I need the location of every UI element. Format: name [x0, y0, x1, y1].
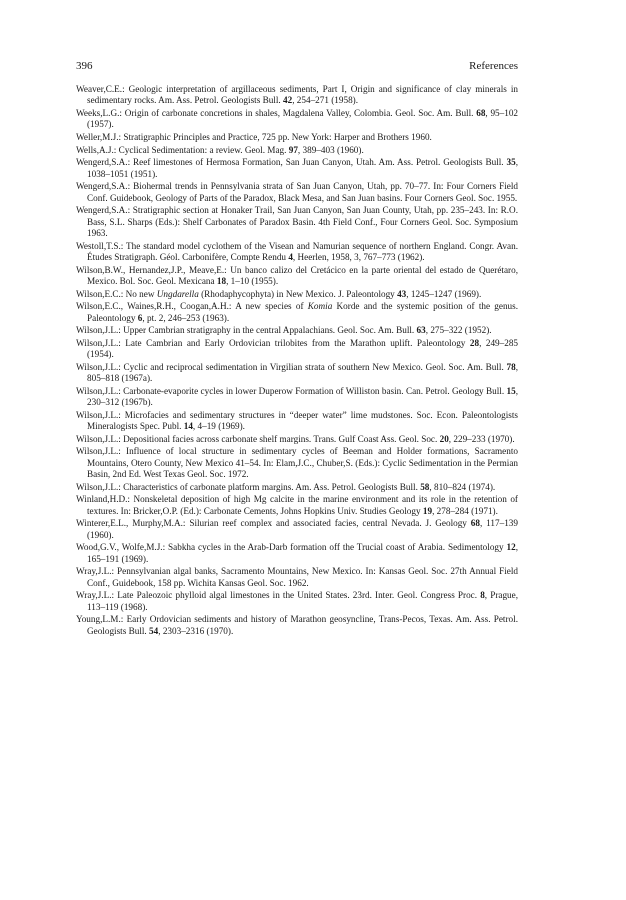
reference-volume: 8: [480, 590, 485, 601]
section-title: References: [469, 60, 518, 72]
reference-pages-year: , 278–284 (1971).: [432, 505, 498, 516]
reference-entry: [76, 181, 518, 204]
reference-text: Wilson,J.L.: Carbonate-evaporite cycles in lower Duperow Formation of Williston basin. Can. Petrol. Geology Bull.: [76, 385, 505, 396]
reference-text: (Rhodaphycophyta) in New Mexico. J. Paleontology: [198, 288, 395, 299]
reference-text: Wilson,J.L.: Influence of local structure in sedimentary cycles of Beeman and Holder formations, Sacramento Mountains, Otero County, New Mexico 41–54. In: Elam,J.C., Chuber,S. (Eds.): Cyclic Sedimentation in the Permian Basin, 2nd Ed. West Texas Geol. Soc. 1972.: [76, 446, 518, 480]
reference-pages-year: , 165–191 (1969).: [87, 542, 519, 564]
reference-entry: [76, 108, 518, 131]
reference-pages-year: , pt. 2, 246–253 (1963).: [142, 312, 230, 323]
reference-text: Winterer,E.L., Murphy,M.A.: Silurian reef complex and associated facies, central Nevada. J. Geology: [76, 518, 467, 529]
reference-volume: 19: [422, 505, 433, 516]
reference-pages-year: , Prague, 113–119 (1968).: [87, 590, 519, 612]
reference-entry: [76, 386, 518, 409]
reference-text: Wilson,J.L.: Late Cambrian and Early Ordovician trilobites from the Marathon uplift. Paleontology: [76, 337, 466, 348]
reference-pages-year: , 249–285 (1954).: [87, 337, 519, 360]
reference-text: Korde and the systemic position of the genus. Paleontology: [87, 301, 519, 323]
reference-volume: 42: [283, 95, 293, 106]
reference-text: Wilson,J.L.: Characteristics of carbonate platform margins. Am. Ass. Petrol. Geologists Bull.: [76, 481, 418, 492]
reference-pages-year: , 1245–1247 (1969).: [406, 288, 482, 299]
reference-volume: 12: [506, 542, 516, 553]
reference-pages-year: , 1038–1051 (1951).: [87, 157, 518, 179]
reference-text: Wengerd,S.A.: Stratigraphic section at Honaker Trail, San Juan Canyon, San Juan County, Utah, pp. 235–243. In: R.O. Bass, S.L. Sharps (Eds.): Shelf Carbonates of Paradox Basin. 4th Field Conf., Four Corners Geol. Soc. Symposium 1963.: [76, 205, 518, 238]
reference-volume: 63: [416, 325, 426, 336]
page-number: 396: [76, 60, 93, 72]
reference-entry: [76, 84, 518, 107]
reference-pages-year: , 254–271 (1958).: [292, 95, 359, 106]
reference-entry: [76, 614, 518, 637]
reference-volume: 43: [397, 288, 407, 299]
reference-entry: [76, 518, 518, 541]
reference-volume: 28: [469, 337, 480, 348]
reference-text: Wilson,E.C., Waines,R.H., Coogan,A.H.: A new species of: [76, 301, 304, 312]
reference-entry: [76, 566, 518, 589]
reference-volume: 58: [420, 481, 430, 492]
reference-pages-year: , 4–19 (1969).: [192, 421, 245, 432]
reference-entry: [76, 410, 518, 433]
reference-entry: [76, 325, 518, 336]
reference-text: Weaver,C.E.: Geologic interpretation of argillaceous sediments, Part I, Origin and significance of clay minerals in sedimentary rocks. Am. Ass. Petrol. Geologists Bull.: [76, 84, 518, 106]
reference-list: [76, 84, 518, 637]
reference-volume: 54: [149, 625, 159, 636]
reference-text: Wilson,E.C.: No new: [76, 288, 155, 299]
reference-text: Wells,A.J.: Cyclical Sedimentation: a review. Geol. Mag.: [76, 144, 287, 155]
reference-taxon-name: Komia: [307, 301, 333, 312]
reference-text: Wood,G.V., Wolfe,M.J.: Sabkha cycles in the Arab-Darb formation off the Trucial coast of Arabia. Sedimentology: [76, 542, 504, 553]
reference-entry: [76, 132, 518, 143]
reference-text: Wilson,J.L.: Cyclic and reciprocal sedimentation in Virgilian strata of southern New Mexico. Geol. Soc. Am. Bull.: [76, 361, 504, 372]
reference-volume: 4: [288, 252, 293, 262]
reference-pages-year: , 117–139 (1960).: [87, 518, 518, 540]
reference-volume: 6: [137, 312, 143, 323]
reference-text: Wilson,J.L.: Depositional facies across carbonate shelf margins. Trans. Gulf Coast Ass. Geol. Soc.: [76, 433, 438, 444]
reference-pages-year: , 95–102 (1957).: [87, 108, 519, 130]
reference-volume: 68: [476, 108, 486, 118]
reference-text: Wengerd,S.A.: Biohermal trends in Pennsylvania strata of San Juan Canyon, Utah, pp. 70–77. In: Four Corners Field Conf. Guidebook, Geology of Parts of the Paradox, Black Mesa, and San Juan basins. Four Corners Geol. Soc. 1955.: [76, 181, 518, 203]
reference-entry: [76, 205, 518, 239]
reference-entry: [76, 494, 518, 517]
running-header: [76, 60, 518, 72]
reference-entry: [76, 434, 518, 445]
reference-entry: [76, 157, 518, 180]
reference-pages-year: , 230–312 (1967b).: [87, 385, 518, 408]
reference-volume: 14: [183, 421, 193, 432]
reference-volume: 35: [506, 157, 516, 168]
reference-text: Wray,J.L.: Pennsylvanian algal banks, Sacramento Mountains, New Mexico. In: Kansas Geol. Soc. 27th Annual Field Conf., Guidebook, 158 pp. Wichita Kansas Geol. Soc. 1962.: [76, 566, 518, 588]
reference-pages-year: , 2303–2316 (1970).: [158, 625, 234, 636]
reference-volume: 97: [288, 144, 298, 155]
reference-pages-year: , 389–403 (1960).: [297, 144, 364, 155]
reference-text: Wengerd,S.A.: Reef limestones of Hermosa Formation, San Juan Canyon, Utah. Am. Ass. Petrol. Geologists Bull.: [76, 157, 504, 168]
reference-pages-year: , 229–233 (1970).: [448, 433, 515, 444]
reference-entry: [76, 446, 518, 480]
reference-pages-year: , 805–818 (1967a).: [87, 361, 518, 384]
reference-pages-year: , 1–10 (1955).: [226, 276, 279, 286]
reference-text: Young,L.M.: Early Ordovician sediments and history of Marathon geosyncline, Trans-Pecos, Texas. Am. Ass. Petrol. Geologists Bull.: [76, 614, 518, 636]
reference-volume: 78: [506, 361, 516, 372]
reference-text: Wilson,B.W., Hernandez,J.P., Meave,E.: Un banco calizo del Cretácico en la parte oriental del estado de Querétaro, Mexico. Bol. Soc. Geol. Mexicana: [76, 264, 518, 286]
reference-entry: [76, 265, 518, 288]
reference-text: Westoll,T.S.: The standard model cyclothem of the Visean and Namurian sequence of northern England. Congr. Avan. Études Stratigraph. Géol. Carbonifère, Compte Rendu: [76, 240, 518, 262]
reference-entry: [76, 482, 518, 493]
reference-text: Weeks,L.G.: Origin of carbonate concretions in shales, Magdalena Valley, Colombia. Geol. Soc. Am. Bull.: [76, 108, 474, 118]
reference-text: Wilson,J.L.: Microfacies and sedimentary structures in “deeper water” lime mudstones. Soc. Econ. Paleontologists Mineralogists Spec. Publ.: [76, 409, 518, 432]
reference-entry: [76, 289, 518, 300]
reference-volume: 15: [506, 385, 516, 396]
reference-text: Weller,M.J.: Stratigraphic Principles and Practice, 725 pp. New York: Harper and Brothers 1960.: [76, 132, 432, 142]
reference-text: Winland,H.D.: Nonskeletal deposition of high Mg calcite in the marine environment and its role in the retention of textures. In: Bricker,O.P. (Ed.): Carbonate Cements, Johns Hopkins Univ. Studies Geology: [76, 494, 518, 516]
reference-entry: [76, 145, 518, 156]
reference-entry: [76, 590, 518, 613]
reference-pages-year: , 810–824 (1974).: [429, 481, 496, 492]
reference-entry: [76, 301, 518, 324]
reference-volume: 20: [439, 433, 449, 444]
reference-entry: [76, 542, 518, 565]
reference-text: Wray,J.L.: Late Paleozoic phylloid algal limestones in the United States. 23rd. Inter. Geol. Congress Proc.: [76, 590, 478, 601]
reference-entry: [76, 241, 518, 264]
reference-volume: 18: [216, 276, 227, 286]
reference-volume: 68: [470, 518, 480, 529]
book-page: [76, 60, 518, 638]
reference-entry: [76, 338, 518, 361]
reference-entry: [76, 362, 518, 385]
reference-pages-year: , 275–322 (1952).: [425, 325, 492, 336]
reference-pages-year: , Heerlen, 1958, 3, 767–773 (1962).: [292, 252, 425, 262]
reference-text: Wilson,J.L.: Upper Cambrian stratigraphy in the central Appalachians. Geol. Soc. Am. Bull.: [76, 325, 415, 336]
reference-taxon-name: Ungdarella: [156, 288, 199, 299]
